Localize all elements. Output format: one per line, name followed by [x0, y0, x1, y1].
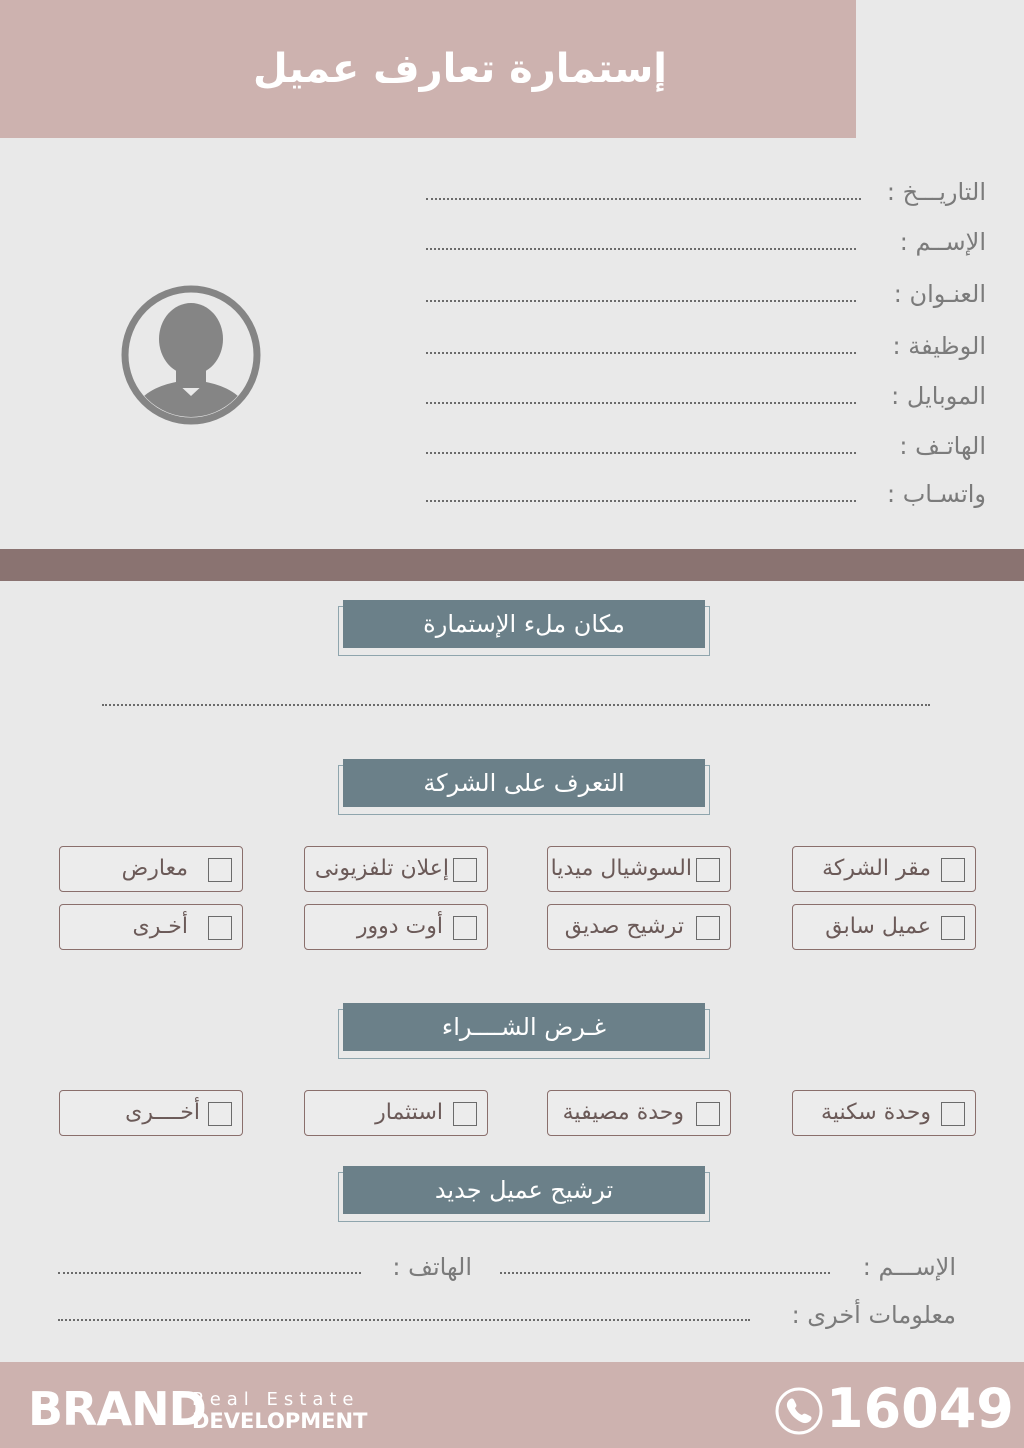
job-label: الوظيفة : — [892, 332, 986, 360]
referral-other-info-label: معلومات أخرى : — [791, 1301, 956, 1329]
option-exhibitions[interactable] — [59, 846, 243, 892]
option-label: وحدة مصيفية — [562, 1100, 684, 1125]
option-outdoor[interactable] — [304, 904, 488, 950]
option-investment[interactable] — [304, 1090, 488, 1136]
phone-row — [420, 426, 986, 466]
mobile-field[interactable] — [426, 402, 856, 404]
whatsapp-label: واتسـاب : — [887, 480, 986, 508]
brand-subtitle-top: Real Estate — [192, 1389, 360, 1410]
checkbox-icon[interactable] — [208, 858, 232, 882]
hotline-number[interactable]: 16049 — [826, 1377, 1014, 1440]
option-label: عميل سابق — [825, 914, 931, 939]
option-social-media[interactable] — [547, 846, 731, 892]
whatsapp-row — [420, 474, 986, 514]
option-other[interactable] — [59, 904, 243, 950]
mobile-label: الموبايل : — [891, 382, 986, 410]
option-label: إعلان تلفزيونى — [314, 856, 449, 881]
referral-phone-label: الهاتف : — [392, 1253, 472, 1281]
section-new-client-referral — [338, 1166, 710, 1222]
option-purpose-other[interactable] — [59, 1090, 243, 1136]
job-field[interactable] — [426, 352, 856, 354]
page-title: إستمارة تعارف عميل — [253, 46, 667, 92]
checkbox-icon[interactable] — [941, 1102, 965, 1126]
section-heading: غـرض الشــــراء — [343, 1003, 705, 1051]
phone-label: الهاتـف : — [899, 432, 986, 460]
address-label: العنـوان : — [893, 280, 986, 308]
checkbox-icon[interactable] — [453, 1102, 477, 1126]
option-label: أخــــرى — [125, 1100, 200, 1125]
option-label: مقر الشركة — [822, 856, 931, 881]
name-label: الإســم : — [899, 228, 986, 256]
address-row — [420, 274, 986, 314]
brand-subtitle-bottom: DEVELOPMENT — [192, 1409, 368, 1433]
checkbox-icon[interactable] — [696, 1102, 720, 1126]
option-summer-unit[interactable] — [547, 1090, 731, 1136]
referral-other-info-field[interactable] — [58, 1319, 750, 1321]
divider-bar — [0, 549, 1024, 581]
checkbox-icon[interactable] — [696, 858, 720, 882]
option-label: أوت دوور — [356, 914, 443, 939]
checkbox-icon[interactable] — [208, 916, 232, 940]
form-location-field[interactable] — [102, 704, 930, 706]
phone-field[interactable] — [426, 452, 856, 454]
referral-name-label: الإســـم : — [862, 1253, 956, 1281]
option-label: استثمار — [375, 1100, 443, 1125]
date-label: التاريـــخ : — [886, 178, 986, 206]
checkbox-icon[interactable] — [941, 858, 965, 882]
checkbox-icon[interactable] — [453, 858, 477, 882]
referral-name-field[interactable] — [500, 1272, 830, 1274]
section-heading: التعرف على الشركة — [343, 759, 705, 807]
checkbox-icon[interactable] — [941, 916, 965, 940]
address-field[interactable] — [426, 300, 856, 302]
option-label: ترشيح صديق — [564, 914, 684, 939]
option-former-client[interactable] — [792, 904, 976, 950]
option-label: أخـرى — [132, 914, 188, 939]
name-field[interactable] — [426, 248, 856, 250]
date-row — [420, 172, 986, 212]
option-friend-referral[interactable] — [547, 904, 731, 950]
whatsapp-field[interactable] — [426, 500, 856, 502]
brand-logo: BRAND — [28, 1382, 206, 1436]
option-label: معارض — [121, 856, 188, 881]
section-heading: ترشيح عميل جديد — [343, 1166, 705, 1214]
referral-phone-field[interactable] — [58, 1272, 361, 1274]
section-form-location — [338, 600, 710, 656]
section-heading: مكان ملء الإستمارة — [343, 600, 705, 648]
section-knowing-company — [338, 759, 710, 815]
date-field[interactable] — [426, 198, 861, 200]
checkbox-icon[interactable] — [208, 1102, 232, 1126]
job-row — [420, 326, 986, 366]
checkbox-icon[interactable] — [453, 916, 477, 940]
checkbox-icon[interactable] — [696, 916, 720, 940]
option-label: السوشيال ميديا — [550, 856, 692, 881]
user-avatar-icon[interactable] — [120, 284, 262, 426]
section-purchase-purpose — [338, 1003, 710, 1059]
option-tv-ad[interactable] — [304, 846, 488, 892]
option-residential-unit[interactable] — [792, 1090, 976, 1136]
option-company-hq[interactable] — [792, 846, 976, 892]
mobile-row — [420, 376, 986, 416]
phone-icon — [774, 1386, 824, 1436]
name-row — [420, 222, 986, 262]
option-label: وحدة سكنية — [821, 1100, 931, 1125]
